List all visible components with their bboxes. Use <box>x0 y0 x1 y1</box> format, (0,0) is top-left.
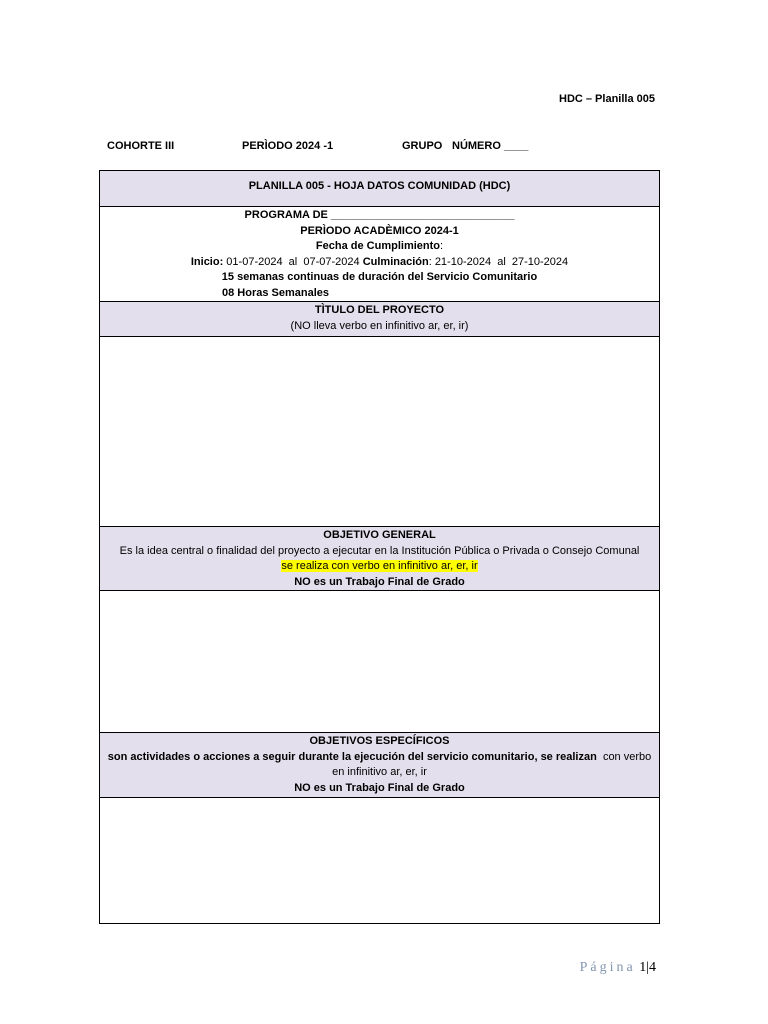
titulo-heading: TÌTULO DEL PROYECTO <box>314 304 445 316</box>
page-label: Página <box>579 960 636 975</box>
page-footer <box>580 960 656 976</box>
objetivo-general-header <box>100 527 659 591</box>
fecha-colon: : <box>440 240 444 252</box>
objetivos-especificos-header <box>100 733 659 798</box>
meta-row <box>107 140 667 154</box>
culminacion-value: : 21-10-2024 al 27-10-2024 <box>428 255 569 268</box>
objetivos-especificos-desc <box>106 750 653 781</box>
objetivo-general-heading: OBJETIVO GENERAL <box>323 529 436 541</box>
page-total: 4 <box>649 960 656 975</box>
fecha-cumplimiento-line <box>100 239 659 255</box>
objetivos-especificos-heading: OBJETIVOS ESPECÍFICOS <box>309 735 450 747</box>
inicio-label: Inicio: <box>190 255 224 268</box>
page-separator: | <box>646 960 649 975</box>
titulo-header <box>100 302 659 337</box>
objetivos-especificos-desc-bold: son actividades o acciones a seguir durante la ejecución del servicio comunitario, se realizan <box>107 750 597 763</box>
objetivo-general-input-area[interactable] <box>100 591 659 733</box>
cohorte-label: COHORTE III <box>107 140 175 152</box>
horas-line: 08 Horas Semanales <box>222 286 330 299</box>
objetivo-general-note: NO es un Trabajo Final de Grado <box>294 575 465 588</box>
form-sheet <box>99 170 660 924</box>
titulo-note: (NO lleva verbo en infinitivo ar, er, ir) <box>290 319 469 332</box>
periodo-label: PERÌODO 2024 -1 <box>242 140 334 152</box>
program-info-section <box>100 207 659 302</box>
periodo-academico-line: PERÌODO ACADÈMICO 2024-1 <box>300 224 459 237</box>
objetivos-especificos-desc-rest: con verbo en infinitivo ar, er, ir <box>332 750 655 778</box>
inicio-value: 01-07-2024 al 07-07-2024 <box>223 255 363 268</box>
fecha-label: Fecha de Cumplimiento <box>315 240 440 252</box>
numero-label: NÚMERO ____ <box>452 140 529 152</box>
sheet-title: PLANILLA 005 - HOJA DATOS COMUNIDAD (HDC) <box>100 171 659 207</box>
programa-line: PROGRAMA DE ______________________________ <box>244 209 515 221</box>
objetivos-especificos-input-area[interactable] <box>100 798 659 923</box>
objetivos-especificos-note: NO es un Trabajo Final de Grado <box>294 781 465 794</box>
semanas-line: 15 semanas continuas de duración del Servicio Comunitario <box>221 271 538 283</box>
dates-line <box>100 255 659 271</box>
grupo-label: GRUPO <box>402 140 443 152</box>
document-code: HDC – Planilla 005 <box>559 93 655 105</box>
culminacion-label: Culminación <box>362 255 429 268</box>
titulo-input-area[interactable] <box>100 337 659 527</box>
page-number: 1 <box>639 960 647 975</box>
objetivo-general-highlight: se realiza con verbo en infinitivo ar, er, ir <box>281 560 478 572</box>
objetivo-general-desc: Es la idea central o finalidad del proyecto a ejecutar en la Institución Pública o Privada o Consejo Comunal <box>119 544 640 557</box>
